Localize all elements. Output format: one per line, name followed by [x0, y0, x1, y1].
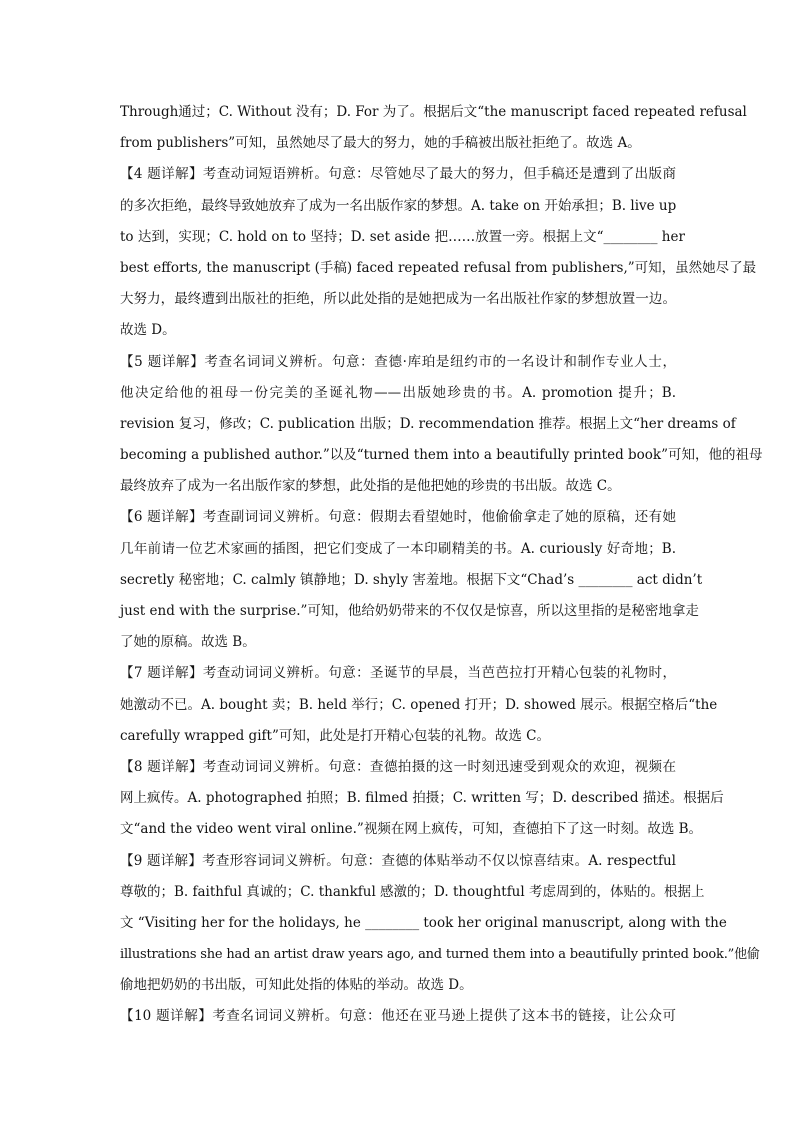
text-line: 文“and the video went viral online.”视频在网上疯传，可知，查德拍下了这一时刻。故选 B。 [120, 821, 703, 838]
text-line: 【7 题详解】考查动词词义辨析。句意：圣诞节的早晨，当芭芭拉打开精心包装的礼物时， [120, 665, 676, 682]
document-page [120, 97, 763, 1033]
text-line: 最终放弃了成为一名出版作家的梦想，此处指的是他把她的珍贵的书出版。故选 C。 [120, 478, 621, 495]
text-line: Through通过；C. Without 没有；D. For 为了。根据后文“the manuscript faced repeated refusal [120, 104, 747, 120]
text-line: best efforts, the manuscript (手稿) faced repeated refusal from publishers,”可知，虽然她尽了最 [120, 259, 757, 276]
text-line: 【6 题详解】考查副词词义辨析。句意：假期去看望她时，他偷偷拿走了她的原稿，还有她 [120, 509, 676, 526]
text-line: illustrations she had an artist draw years ago, and turned them into a beautifully printed book.”他偷 [120, 947, 760, 963]
text-line: from publishers”可知，虽然她尽了最大的努力，她的手稿被出版社拒绝了。故选 A。 [120, 135, 641, 152]
text-line: 偷地把奶奶的书出版，可知此处指的体贴的举动。故选 D。 [120, 977, 473, 994]
text-line: 的多次拒绝，最终导致她放弃了成为一名出版作家的梦想。A. take on 开始承担；B. live up [120, 197, 677, 214]
text-line: becoming a published author.”以及“turned them into a beautifully printed book”可知，他的祖母 [120, 447, 763, 464]
text-line: 故选 D。 [120, 322, 176, 339]
text-line: secretly 秘密地；C. calmly 镇静地；D. shyly 害羞地。根据下文“Chad’s ________ act didn’t [120, 571, 703, 588]
text-line: 【4 题详解】考查动词短语辨析。句意：尽管她尽了最大的努力，但手稿还是遭到了出版商 [120, 166, 676, 183]
text-line: 他决定给他的祖母一份完美的圣诞礼物——出版她珍贵的书。A. promotion 提升；B. [120, 384, 676, 401]
text-line: 【10 题详解】考查名词词义辨析。句意：他还在亚马逊上提供了这本书的链接，让公众可 [120, 1008, 676, 1025]
text-line: 文 “Visiting her for the holidays, he ________ took her original manuscript, along with the [120, 914, 727, 931]
text-line: just end with the surprise.”可知，他给奶奶带来的不仅仅是惊喜，所以这里指的是秘密地拿走 [120, 603, 699, 619]
text-line: 【8 题详解】考查动词词义辨析。句意：查德拍摄的这一时刻迅速受到观众的欢迎，视频在 [120, 758, 676, 775]
text-line: 她激动不已。A. bought 卖；B. held 举行；C. opened 打开；D. showed 展示。根据空格后“the [120, 696, 718, 713]
text-line: 【5 题详解】考查名词词义辨析。句意：查德·库珀是纽约市的一名设计和制作专业人士， [120, 353, 676, 370]
text-line: 大努力，最终遭到出版社的拒绝，所以此处指的是她把成为一名出版社作家的梦想放置一边。 [120, 291, 676, 308]
text-line: carefully wrapped gift”可知，此处是打开精心包装的礼物。故选 C。 [120, 727, 550, 744]
text-line: 网上疯传。A. photographed 拍照；B. filmed 拍摄；C. written 写；D. described 描述。根据后 [120, 790, 724, 807]
text-line: to 达到，实现；C. hold on to 坚持；D. set aside 把……放置一旁。根据上文“________ her [120, 228, 685, 245]
text-line: 几年前请一位艺术家画的插图，把它们变成了一本印刷精美的书。A. curiously 好奇地；B. [120, 540, 676, 557]
text-line: 尊敬的；B. faithful 真诚的；C. thankful 感激的；D. thoughtful 考虑周到的，体贴的。根据上 [120, 883, 705, 900]
text-line: 了她的原稿。故选 B。 [120, 634, 256, 651]
text-line: revision 复习，修改；C. publication 出版；D. recommendation 推荐。根据上文“her dreams of [120, 415, 736, 432]
text-line: 【9 题详解】考查形容词词义辨析。句意：查德的体贴举动不仅以惊喜结束。A. respectful [120, 852, 676, 869]
